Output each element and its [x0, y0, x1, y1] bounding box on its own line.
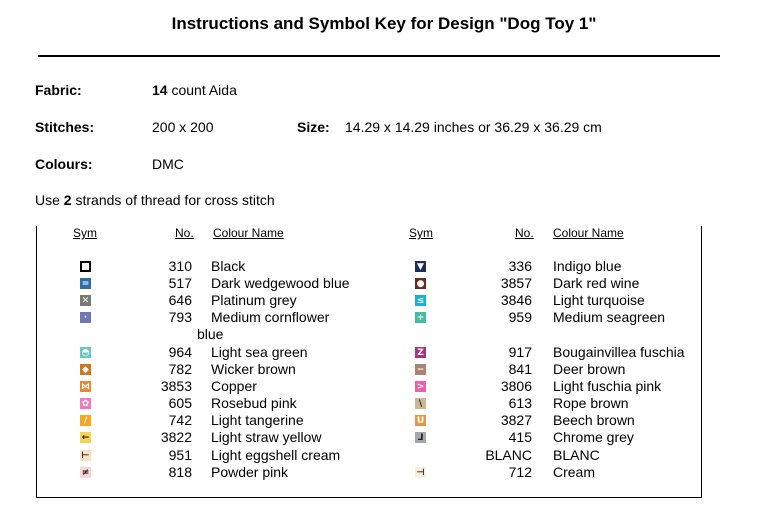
blank-symbol-icon: [415, 450, 426, 461]
diamond-symbol-icon: ◆: [80, 364, 91, 375]
colours-label: Colours:: [35, 156, 93, 172]
note-suffix: strands of thread for cross stitch: [71, 192, 275, 208]
equals-symbol-icon: =: [81, 279, 90, 289]
left-colour-name: Light tangerine: [211, 412, 304, 428]
left-dmc-number: 793: [168, 309, 192, 325]
left-colour-name: Light sea green: [211, 344, 308, 360]
left-colour-name: Wicker brown: [211, 361, 296, 377]
left-colour-name: Medium cornflower: [211, 309, 330, 325]
less-equal-symbol-icon: ≤: [416, 296, 425, 306]
left-colour-name: Platinum grey: [211, 292, 297, 308]
right-colour-name: BLANC: [553, 447, 600, 463]
backslash-symbol-icon: \: [415, 398, 426, 409]
left-header-sym: Sym: [73, 226, 97, 240]
u-symbol-icon: U: [416, 416, 425, 426]
right-header-sym: Sym: [409, 226, 433, 240]
left-dmc-number: 310: [168, 258, 192, 274]
hash-symbol-icon: ≠: [81, 468, 90, 478]
left-colour-name: Rosebud pink: [211, 395, 297, 411]
fabric-label: Fabric:: [35, 82, 82, 98]
page-title: Instructions and Symbol Key for Design "Dog Toy 1": [171, 14, 597, 33]
left-dmc-number: 517: [168, 275, 192, 291]
left-dmc-number: 3822: [160, 429, 192, 445]
left-colour-name: Black: [211, 258, 246, 274]
bowtie-symbol-icon: ⋈: [81, 382, 90, 392]
arrow-left-symbol-icon: ←: [81, 433, 90, 443]
half-circle-symbol-icon: ◓: [81, 348, 90, 358]
left-colour-name: Light eggshell cream: [211, 447, 341, 463]
z-symbol-icon: Z: [415, 347, 426, 358]
left-dmc-number: 742: [168, 412, 192, 428]
right-dmc-number: 712: [508, 464, 532, 480]
right-dmc-number: 917: [508, 344, 532, 360]
note-prefix: Use: [35, 192, 64, 208]
right-dmc-number: 3846: [500, 292, 532, 308]
right-colour-name: Deer brown: [553, 361, 626, 377]
left-dmc-number: 605: [168, 395, 192, 411]
right-dmc-number: 3806: [500, 378, 532, 394]
stitches-value: 200 x 200: [152, 119, 214, 135]
left-dmc-number: 782: [168, 361, 192, 377]
corner-symbol-icon: ⊢: [81, 451, 90, 461]
right-colour-name: Chrome grey: [553, 429, 634, 445]
left-colour-name: Dark wedgewood blue: [211, 275, 350, 291]
right-colour-name: Medium seagreen: [553, 309, 666, 325]
right-colour-name: Bougainvillea fuschia: [553, 344, 685, 360]
right-dmc-number: 3827: [500, 412, 532, 428]
flower-symbol-icon: ✿: [81, 399, 90, 409]
size-value: 14.29 x 14.29 inches or 36.29 x 36.29 cm: [345, 119, 602, 135]
right-colour-name: Dark red wine: [553, 275, 640, 291]
left-dmc-number: 818: [168, 464, 192, 480]
right-dmc-number: 336: [508, 258, 532, 274]
stitches-label: Stitches:: [35, 119, 95, 135]
fabric-count: 14: [152, 82, 168, 98]
right-dmc-number: BLANC: [485, 447, 532, 463]
greater-symbol-icon: >: [416, 382, 425, 392]
slash-symbol-icon: /: [80, 415, 91, 426]
tee-symbol-icon: ⊣: [416, 468, 425, 478]
right-header-no: No.: [515, 226, 534, 240]
title-underline: [38, 55, 720, 57]
dot-symbol-icon: ·: [80, 312, 91, 323]
right-colour-name: Cream: [553, 464, 596, 480]
strand-count: 2: [63, 192, 72, 208]
right-colour-name: Light fuschia pink: [553, 378, 662, 394]
right-dmc-number: 3857: [500, 275, 532, 291]
left-colour-name: Light straw yellow: [211, 429, 322, 445]
left-colour-name-wrap: blue: [197, 326, 224, 342]
right-colour-name: Beech brown: [553, 412, 635, 428]
right-colour-name: Indigo blue: [553, 258, 622, 274]
left-header-colour-name: Colour Name: [213, 226, 284, 240]
left-dmc-number: 951: [168, 447, 192, 463]
left-colour-name: Powder pink: [211, 464, 289, 480]
left-dmc-number: 3853: [160, 378, 192, 394]
size-label: Size:: [297, 119, 330, 135]
left-dmc-number: 964: [168, 344, 192, 360]
plus-symbol-icon: +: [416, 313, 425, 323]
right-colour-name: Light turquoise: [553, 292, 645, 308]
strands-note: [35, 192, 275, 208]
colours-value: DMC: [152, 156, 184, 172]
x-box-symbol-icon: ✕: [81, 296, 90, 306]
black-square-symbol-icon: [80, 261, 91, 272]
right-header-colour-name: Colour Name: [553, 226, 624, 240]
right-dmc-number: 613: [508, 395, 532, 411]
left-header-no: No.: [175, 226, 194, 240]
right-dmc-number: 415: [508, 429, 532, 445]
table-bottom-line: [36, 497, 130, 498]
triangle-down-symbol-icon: ▼: [415, 261, 426, 272]
right-colour-name: Rope brown: [553, 395, 629, 411]
fabric-type: count Aida: [167, 82, 237, 98]
right-dmc-number: 841: [508, 361, 532, 377]
left-colour-name: Copper: [211, 378, 257, 394]
circle-symbol-icon: ●: [416, 279, 425, 289]
corner-l-symbol-icon: ⅃: [415, 432, 426, 443]
fabric-value: [152, 82, 237, 98]
left-dmc-number: 646: [168, 292, 192, 308]
right-dmc-number: 959: [508, 309, 532, 325]
minus-symbol-icon: −: [416, 365, 425, 375]
